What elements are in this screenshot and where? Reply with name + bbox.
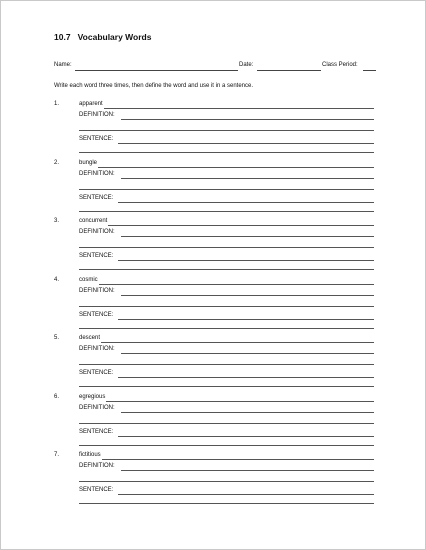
definition-line[interactable] xyxy=(121,119,374,120)
word-practice-line[interactable] xyxy=(101,342,374,343)
sentence-line[interactable] xyxy=(118,143,374,144)
sentence-label: SENTENCE: xyxy=(79,487,114,493)
vocab-item xyxy=(1,101,426,157)
definition-line-2[interactable] xyxy=(79,364,374,365)
vocab-item xyxy=(1,335,426,391)
definition-label: DEFINITION: xyxy=(79,112,115,118)
word-practice-line[interactable] xyxy=(99,284,374,285)
definition-line[interactable] xyxy=(121,295,374,296)
definition-label: DEFINITION: xyxy=(79,287,115,294)
vocab-item xyxy=(1,452,426,508)
instructions: Write each word three times, then define the word and use it in a sentence. xyxy=(54,83,254,89)
definition-label: DEFINITION: xyxy=(79,463,115,469)
definition-line[interactable] xyxy=(121,412,374,413)
class-period-label: Class Period: xyxy=(322,62,358,68)
sentence-line[interactable] xyxy=(118,202,374,203)
sentence-line-2[interactable] xyxy=(79,386,374,387)
sentence-label: SENTENCE: xyxy=(79,253,114,259)
sentence-label: SENTENCE: xyxy=(79,428,114,435)
sentence-label: SENTENCE: xyxy=(79,370,114,376)
class-period-blank[interactable] xyxy=(363,70,376,71)
sentence-line[interactable] xyxy=(118,260,374,261)
item-number: 6. xyxy=(54,393,60,400)
definition-label: DEFINITION: xyxy=(79,346,115,352)
vocab-word: bungle xyxy=(79,159,98,166)
sentence-line-2[interactable] xyxy=(79,328,374,329)
item-number: 3. xyxy=(54,218,60,224)
sentence-label: SENTENCE: xyxy=(79,194,114,201)
definition-line-2[interactable] xyxy=(79,423,374,424)
definition-label: DEFINITION: xyxy=(79,170,115,177)
date-label: Date: xyxy=(239,62,254,68)
student-info-header xyxy=(54,62,376,72)
definition-label: DEFINITION: xyxy=(79,229,115,235)
item-number: 5. xyxy=(54,335,60,341)
sentence-label: SENTENCE: xyxy=(79,136,114,142)
vocab-word: apparent xyxy=(79,101,103,107)
definition-line[interactable] xyxy=(121,353,374,354)
name-label: Name: xyxy=(54,62,72,68)
sentence-line-2[interactable] xyxy=(79,152,374,153)
definition-line-2[interactable] xyxy=(79,189,374,190)
vocab-word: egregious xyxy=(79,393,106,400)
sentence-line-2[interactable] xyxy=(79,269,374,270)
vocab-item xyxy=(1,218,426,274)
vocab-item xyxy=(1,394,426,450)
definition-line[interactable] xyxy=(121,236,374,237)
word-practice-line[interactable] xyxy=(106,401,374,402)
vocab-word: descent xyxy=(79,335,101,341)
word-practice-line[interactable] xyxy=(102,459,374,460)
sentence-line[interactable] xyxy=(118,494,374,495)
sentence-line-2[interactable] xyxy=(79,445,374,446)
word-practice-line[interactable] xyxy=(98,167,374,168)
definition-line[interactable] xyxy=(121,178,374,179)
name-blank[interactable] xyxy=(75,70,238,71)
vocab-word: cosmic xyxy=(79,276,98,283)
sentence-label: SENTENCE: xyxy=(79,311,114,318)
item-number: 2. xyxy=(54,159,60,166)
definition-line-2[interactable] xyxy=(79,130,374,131)
worksheet-title: 10.7 Vocabulary Words xyxy=(54,32,152,42)
definition-line[interactable] xyxy=(121,470,374,471)
sentence-line[interactable] xyxy=(118,319,374,320)
word-practice-line[interactable] xyxy=(108,225,374,226)
vocab-item xyxy=(1,277,426,333)
sentence-line[interactable] xyxy=(118,377,374,378)
vocab-word: concurrent xyxy=(79,218,108,224)
definition-line-2[interactable] xyxy=(79,247,374,248)
definition-line-2[interactable] xyxy=(79,306,374,307)
item-number: 7. xyxy=(54,452,60,458)
sentence-line-2[interactable] xyxy=(79,503,374,504)
item-number: 1. xyxy=(54,101,60,107)
date-blank[interactable] xyxy=(257,70,321,71)
definition-line-2[interactable] xyxy=(79,481,374,482)
sentence-line-2[interactable] xyxy=(79,211,374,212)
definition-label: DEFINITION: xyxy=(79,404,115,411)
word-practice-line[interactable] xyxy=(104,108,374,109)
item-number: 4. xyxy=(54,276,60,283)
vocab-item xyxy=(1,160,426,216)
sentence-line[interactable] xyxy=(118,436,374,437)
vocab-word: fictitious xyxy=(79,452,101,458)
